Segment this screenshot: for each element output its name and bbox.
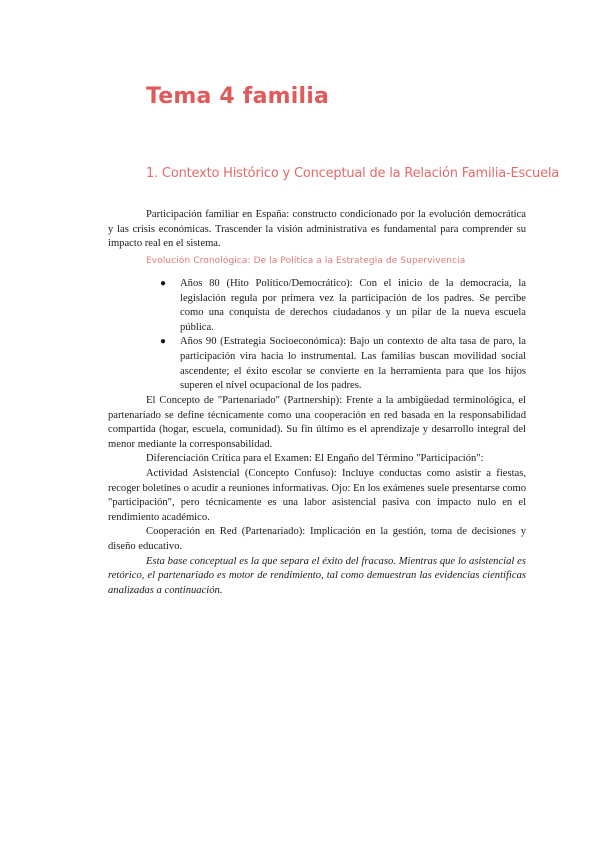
conclusion-paragraph: Esta base conceptual es la que separa el éxito del fracaso. Mientras que lo asistencial es retórico, el partenariado es motor de rendimiento, tal como demuestran las evidencias científicas analizadas a continuación. [108,555,526,596]
asistencial-paragraph: Actividad Asistencial (Concepto Confuso): Incluye conductas como asistir a fiestas, recoger boletines o acudir a reuniones informativas. Ojo: En los exámenes suele presentarse como "participación", pero técnicamente es una labor asistencial pasiva con impacto nulo en el rendimiento académico. [108,467,526,523]
bullet-icon: ● [160,278,167,289]
bullet-text: Años 90 (Estrategia Socioeconómica): Bajo un contexto de alta tasa de paro, la participación vira hacia lo instrumental. Las familias buscan movilidad social ascendente; el éxito escolar se convierte en la herramienta para que los hijos superen el nivel ocupacional de los padres. [180,336,526,392]
cooperacion-paragraph: Cooperación en Red (Partenariado): Implicación en la gestión, toma de decisiones y diseño educativo. [108,526,526,552]
list-item [160,277,526,335]
bullet-text: Años 80 (Hito Político/Democrático): Con el inicio de la democracia, la legislación regula por primera vez la participación de los padres. Se percibe como una conquista de derechos ciudadanos y un pilar de la nueva escuela pública. [180,278,526,333]
partenariado-paragraph: El Concepto de "Partenariado" (Partnership): Frente a la ambigüedad terminológica, el partenariado se define técnicamente como una cooperación en red basada en la responsabilidad compartida (hogar, escuela, comunidad). Su fin último es el aprendizaje y desarrollo integral del menor mediante la corresponsabilidad. [108,395,526,450]
section-heading: 1. Contexto Histórico y Conceptual de la Relación Familia-Escuela [146,166,560,181]
concept-block [108,394,526,598]
document-title: Tema 4 familia [146,84,330,109]
diferenciacion-paragraph: Diferenciación Crítica para el Examen: El Engaño del Término "Participación": [146,453,484,465]
bullet-list [160,277,526,394]
intro-block [108,208,526,252]
chronology-subheading: Evolución Cronológica: De la Política a la Estrategia de Supervivencia [146,256,466,266]
bullet-icon: ● [160,336,167,348]
intro-paragraph: Participación familiar en España: constructo condicionado por la evolución democrática y las crisis económicas. Trascender la visión administrativa es fundamental para comprender su impacto real en el sistema. [108,209,526,250]
list-item [160,335,526,393]
